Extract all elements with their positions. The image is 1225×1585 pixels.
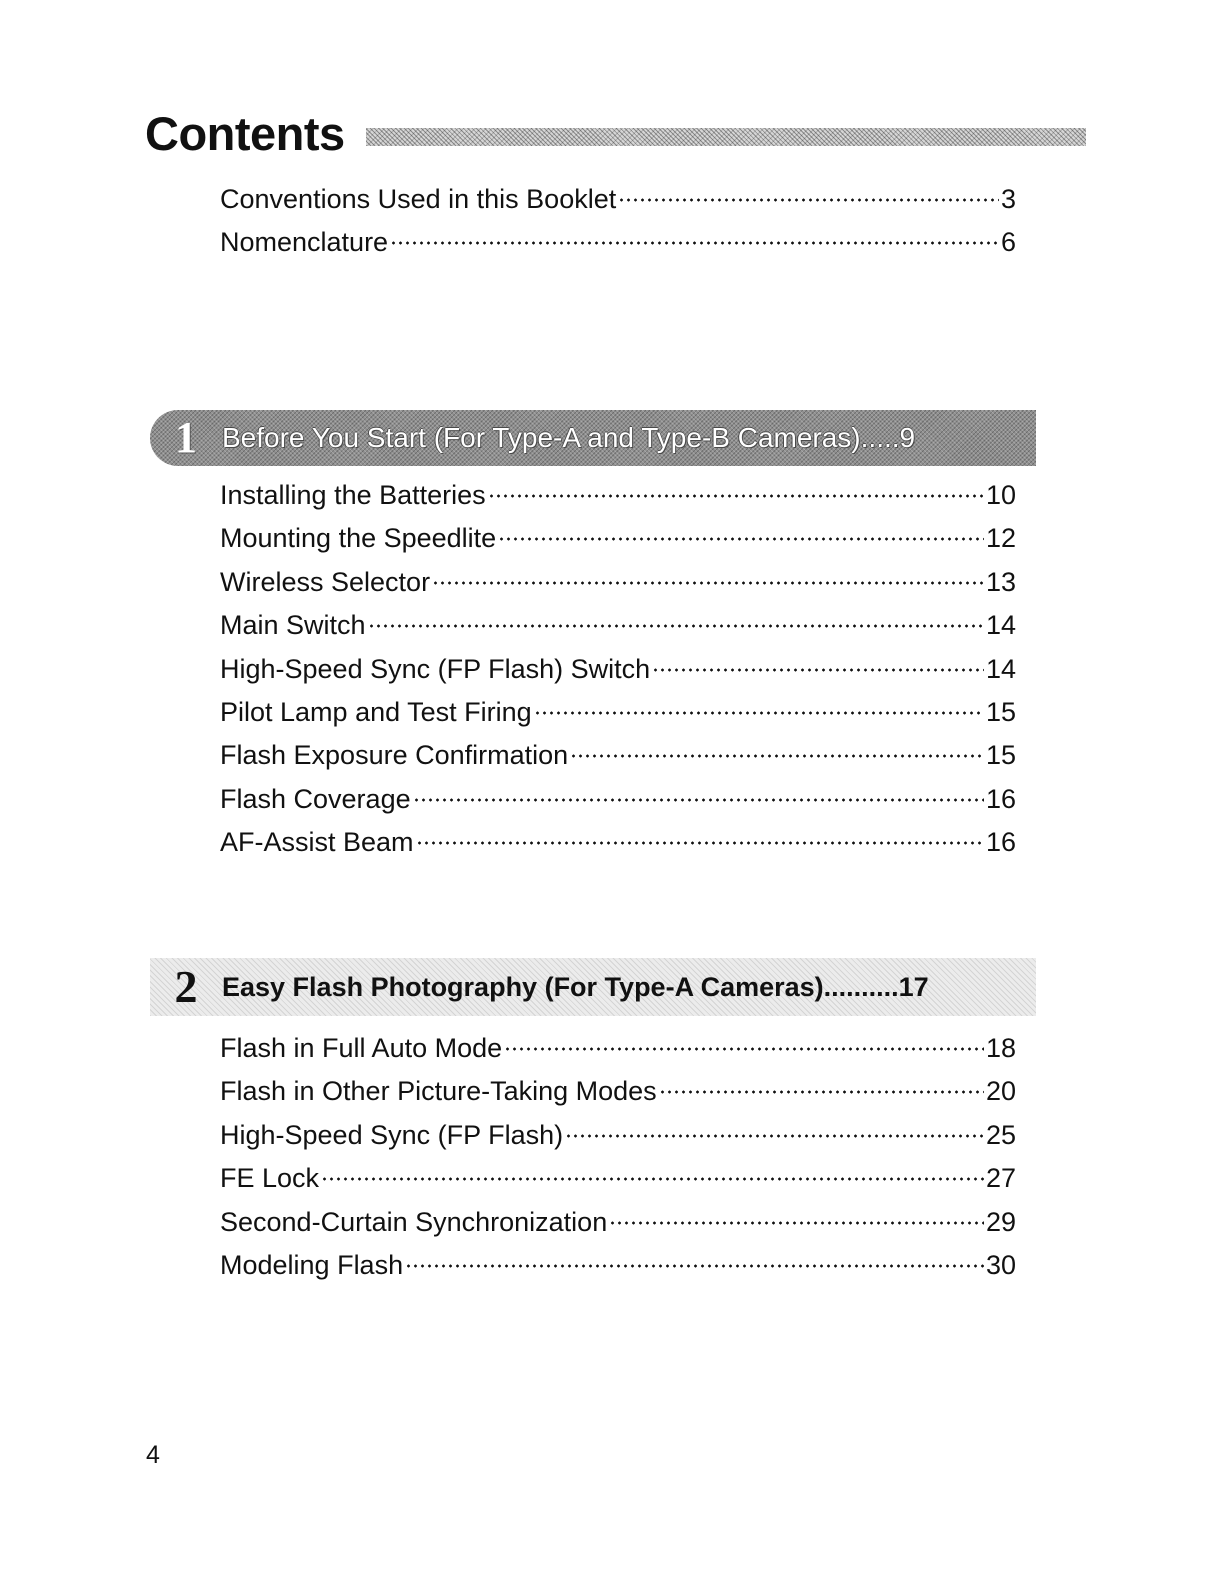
toc-entry-title: FE Lock — [220, 1163, 320, 1194]
toc-entry-page: 30 — [985, 1249, 1016, 1280]
toc-entry[interactable] — [220, 1114, 1016, 1157]
dot-leader — [416, 841, 984, 845]
chapter-number: 2 — [174, 961, 198, 1012]
title-rule — [366, 128, 1086, 146]
toc-entry-conventions[interactable] — [220, 178, 1016, 221]
toc-entry-title: Main Switch — [220, 610, 366, 641]
toc-entry-title: Nomenclature — [220, 227, 389, 258]
toc-entry-page: 27 — [985, 1163, 1016, 1194]
dot-leader — [390, 241, 999, 245]
chapter-number: 1 — [175, 413, 197, 462]
toc-entry[interactable] — [220, 1027, 1016, 1070]
toc-entry[interactable] — [220, 1201, 1016, 1244]
toc-entry[interactable] — [220, 821, 1016, 864]
toc-entry-page: 10 — [985, 480, 1016, 510]
toc-entry-page: 20 — [985, 1076, 1016, 1107]
dot-leader — [488, 494, 984, 498]
toc-entry[interactable] — [220, 1244, 1016, 1287]
page-number: 4 — [146, 1441, 160, 1469]
dot-leader — [321, 1177, 984, 1181]
toc-entry-page: 12 — [985, 523, 1016, 554]
toc-entry-page: 16 — [985, 827, 1016, 858]
chapter-page: 17 — [898, 971, 929, 1002]
dot-leader — [652, 668, 984, 672]
dot-leader — [413, 798, 984, 802]
intro-toc-list — [220, 178, 1016, 265]
toc-entry-title: Mounting the Speedlite — [220, 523, 497, 554]
toc-entry-title: Second-Curtain Synchronization — [220, 1206, 608, 1237]
chapter-1-toc-list — [220, 474, 1016, 865]
dot-leader — [659, 1090, 984, 1094]
toc-entry-title: Pilot Lamp and Test Firing — [220, 696, 532, 727]
dot-leader — [498, 537, 984, 541]
toc-entry-page: 25 — [985, 1119, 1016, 1150]
dot-leader — [368, 624, 984, 628]
toc-entry-title: High-Speed Sync (FP Flash) — [220, 1119, 564, 1150]
toc-entry-page: 15 — [985, 696, 1016, 727]
dot-leader — [432, 581, 984, 585]
toc-entry-page: 14 — [985, 653, 1016, 684]
toc-entry[interactable] — [220, 517, 1016, 560]
chapter-title: Before You Start (For Type-A and Type-B Cameras) — [222, 422, 861, 453]
toc-entry[interactable] — [220, 604, 1016, 647]
chapter-dots: ..... — [860, 422, 900, 453]
toc-entry-title: Modeling Flash — [220, 1249, 404, 1280]
dot-leader — [609, 1221, 984, 1225]
toc-entry[interactable] — [220, 561, 1016, 604]
toc-entry-title: Flash in Other Picture-Taking Modes — [220, 1076, 657, 1107]
dot-leader — [570, 754, 984, 758]
toc-entry[interactable] — [220, 1157, 1016, 1200]
page-title: Contents — [145, 107, 345, 160]
chapter-page: 9 — [899, 422, 916, 453]
toc-entry-page: 6 — [1000, 227, 1016, 258]
toc-entry-page: 13 — [985, 566, 1016, 597]
dot-leader — [565, 1134, 984, 1138]
dot-leader — [504, 1047, 984, 1051]
chapter-title: Easy Flash Photography (For Type-A Cameras) — [222, 971, 824, 1002]
toc-entry-page: 14 — [985, 610, 1016, 641]
chapter-heading — [222, 422, 915, 454]
chapter-2-toc-list — [220, 1027, 1016, 1287]
dot-leader — [618, 198, 999, 202]
dot-leader — [405, 1264, 984, 1268]
toc-entry[interactable] — [220, 691, 1016, 734]
toc-entry-title: Installing the Batteries — [220, 480, 486, 510]
toc-entry-nomenclature[interactable] — [220, 221, 1016, 264]
chapter-heading — [222, 972, 929, 1003]
chapter-2-banner[interactable] — [150, 958, 1036, 1016]
toc-entry-page: 15 — [985, 740, 1016, 771]
toc-entry-title: Flash Exposure Confirmation — [220, 740, 569, 771]
toc-entry-title: Flash in Full Auto Mode — [220, 1033, 503, 1063]
toc-entry[interactable] — [220, 778, 1016, 821]
dot-leader — [534, 711, 984, 715]
toc-entry[interactable] — [220, 734, 1016, 777]
chapter-dots: .......... — [823, 971, 899, 1002]
toc-entry-title: AF-Assist Beam — [220, 827, 414, 858]
toc-entry-title: Wireless Selector — [220, 566, 431, 597]
toc-entry-page: 29 — [985, 1206, 1016, 1237]
chapter-1-banner[interactable] — [150, 410, 1036, 466]
toc-entry[interactable] — [220, 1070, 1016, 1113]
toc-entry-title: High-Speed Sync (FP Flash) Switch — [220, 653, 651, 684]
toc-entry[interactable] — [220, 474, 1016, 517]
toc-entry-page: 16 — [985, 783, 1016, 814]
toc-entry-page: 18 — [985, 1033, 1016, 1063]
toc-entry-title: Flash Coverage — [220, 783, 411, 814]
toc-entry[interactable] — [220, 648, 1016, 691]
toc-entry-page: 3 — [1000, 184, 1016, 214]
toc-entry-title: Conventions Used in this Booklet — [220, 184, 617, 214]
